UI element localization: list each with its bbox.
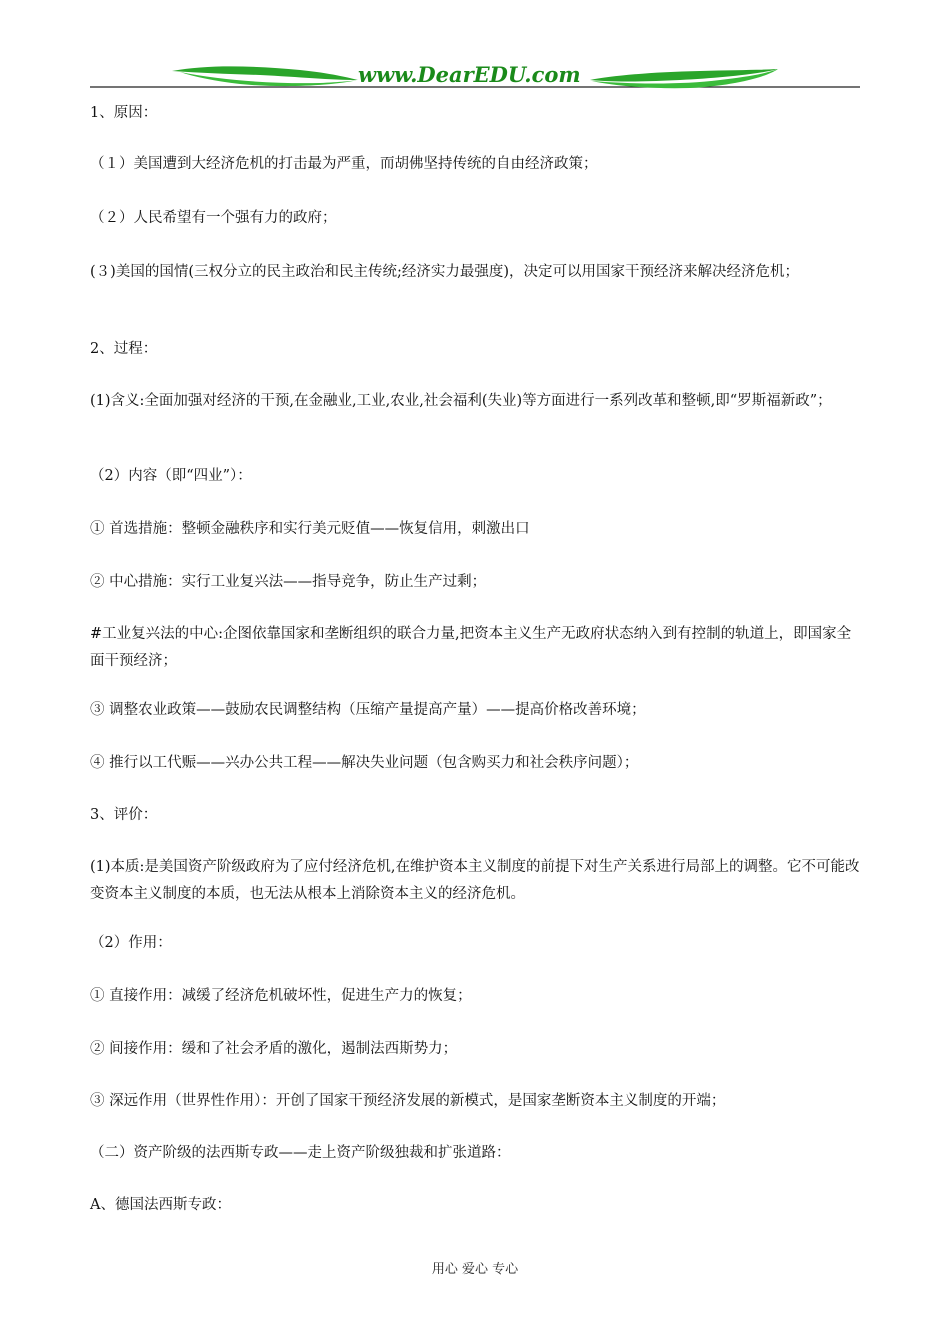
- paragraph: ① 首选措施：整顿金融秩序和实行美元贬值——恢复信用，刺激出口: [90, 521, 530, 537]
- paragraph: （２）人民希望有一个强有力的政府；: [90, 210, 337, 226]
- paragraph: (1)含义:全面加强对经济的干预,在金融业,工业,农业,社会福利(失业)等方面进行一系列改革和整顿,即“罗斯福新政”；: [90, 393, 832, 409]
- page-footer: 用心 爱心 专心: [431, 1262, 519, 1277]
- paragraph: ① 直接作用：减缓了经济危机破坏性，促进生产力的恢复；: [90, 988, 472, 1004]
- paragraph: （2）内容（即“四业”）：: [90, 468, 252, 484]
- paragraph: 2、过程：: [90, 341, 158, 357]
- paragraph: 1、原因：: [90, 105, 158, 121]
- paragraph: (３)美国的国情(三权分立的民主政治和民主传统;经济实力最强度)，决定可以用国家干预经济来解决经济危机；: [90, 264, 800, 280]
- paragraph: （１）美国遭到大经济危机的打击最为严重，而胡佛坚持传统的自由经济政策；: [90, 156, 598, 172]
- paragraph: ③ 调整农业政策——鼓励农民调整结构（压缩产量提高产量）——提高价格改善环境；: [90, 702, 646, 718]
- paragraph: #工业复兴法的中心:企图依靠国家和垄断组织的联合力量,把资本主义生产无政府状态纳入到有控制的轨道上，即国家全面干预经济；: [90, 626, 852, 669]
- page-header: [0, 0, 950, 100]
- paragraph: ② 中心措施：实行工业复兴法——指导竞争，防止生产过剩；: [90, 574, 487, 590]
- site-logo-text[interactable]: www.DearEDU.com: [358, 62, 581, 87]
- left-swoosh: [172, 66, 358, 80]
- paragraph: 3、评价：: [90, 807, 158, 823]
- paragraph: ④ 推行以工代赈——兴办公共工程——解决失业问题（包含购买力和社会秩序问题）；: [90, 755, 639, 771]
- paragraph: （二）资产阶级的法西斯专政——走上资产阶级独裁和扩张道路：: [90, 1145, 511, 1161]
- paragraph: ③ 深远作用（世界性作用）：开创了国家干预经济发展的新模式，是国家垄断资本主义制度的开端；: [90, 1093, 726, 1109]
- paragraph: A、德国法西斯专政：: [90, 1197, 231, 1213]
- paragraph: (1)本质:是美国资产阶级政府为了应付经济危机,在维护资本主义制度的前提下对生产关系进行局部上的调整。它不可能改变资本主义制度的本质，也无法从根本上消除资本主义的经济危机。: [90, 859, 860, 902]
- paragraph: ② 间接作用：缓和了社会矛盾的激化，遏制法西斯势力；: [90, 1041, 458, 1057]
- paragraph: （2）作用：: [90, 935, 172, 951]
